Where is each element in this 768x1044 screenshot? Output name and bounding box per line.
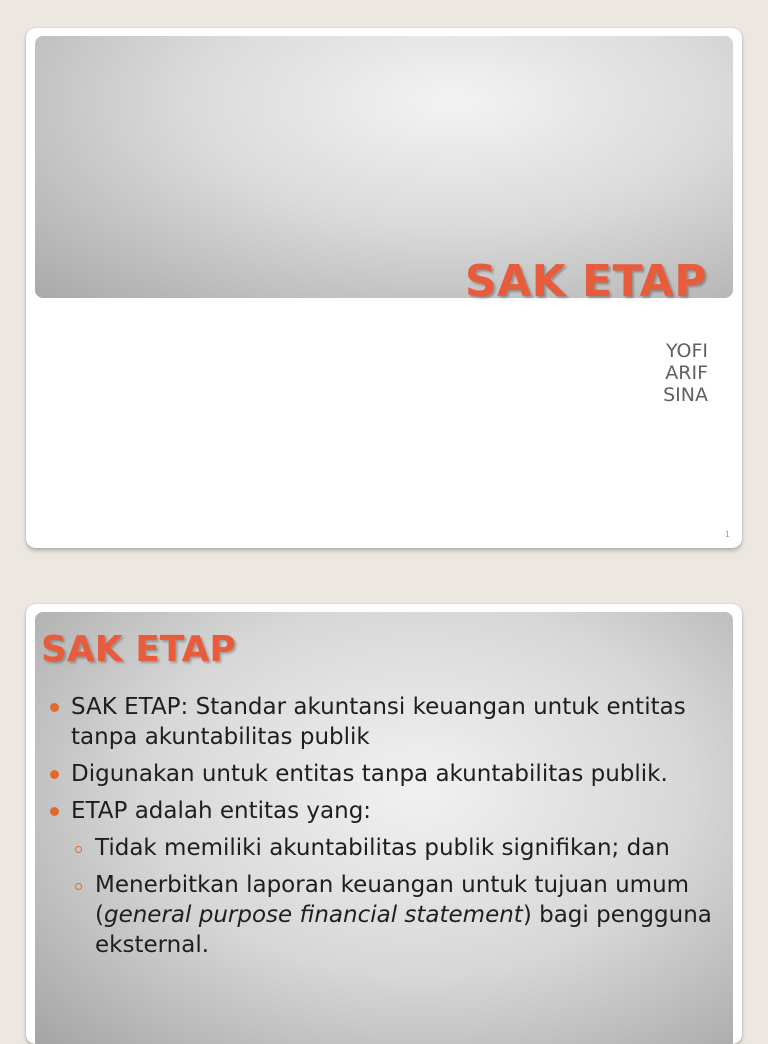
sub-bullet-text-before: Menerbitkan laporan keuangan untuk tujuan umum ( (95, 872, 690, 928)
sub-bullet-circle-icon (75, 883, 82, 890)
author-name: SINA (663, 384, 708, 406)
bullet-text: Digunakan untuk entitas tanpa akuntabilitas publik. (71, 761, 668, 787)
slide-number: 1 (724, 530, 730, 539)
bullet-item (47, 759, 727, 789)
bullet-dot-icon (50, 807, 59, 816)
sub-bullet-text: Tidak memiliki akuntabilitas publik signifikan; dan (95, 835, 670, 861)
slide-1 (26, 28, 742, 548)
content-panel (35, 612, 733, 1044)
sub-bullet-circle-icon (75, 846, 82, 853)
title-panel (35, 36, 733, 307)
bullet-dot-icon (50, 770, 59, 779)
sub-bullet-text-after: ) bagi pengguna eksternal. (95, 902, 712, 958)
bullet-item (47, 692, 727, 752)
sub-bullet-item (47, 833, 727, 863)
sub-bullet-item (47, 870, 727, 960)
bullet-list (47, 692, 727, 967)
slide-title: SAK ETAP (464, 256, 707, 307)
author-name: ARIF (665, 362, 708, 384)
author-list (663, 340, 708, 406)
author-name: YOFI (665, 340, 708, 362)
sub-bullet-text-italic: general purpose financial statement (103, 902, 523, 928)
slide-2 (26, 604, 742, 1044)
bullet-dot-icon (50, 703, 59, 712)
slide-heading: SAK ETAP (41, 629, 236, 670)
bullet-text: ETAP adalah entitas yang: (71, 798, 372, 824)
bullet-item (47, 796, 727, 826)
bullet-text: SAK ETAP: Standar akuntansi keuangan untuk entitas tanpa akuntabilitas publik (71, 694, 686, 750)
